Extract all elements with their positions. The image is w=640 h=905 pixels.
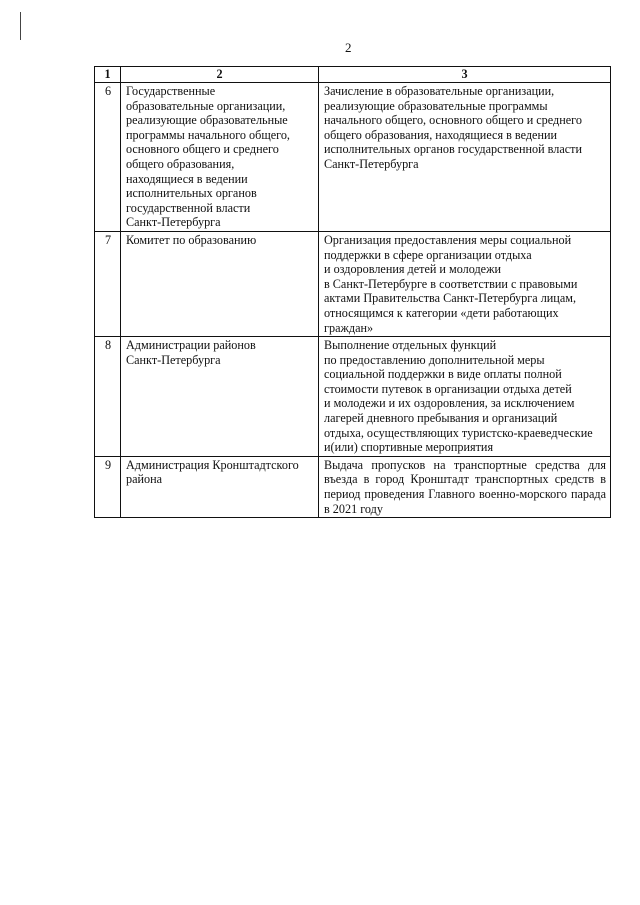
text-line: актами Правительства Санкт-Петербурга лицам, bbox=[324, 291, 576, 306]
text-line: Администрация Кронштадтского bbox=[126, 457, 299, 472]
page-number: 2 bbox=[345, 40, 352, 55]
document-table bbox=[94, 66, 611, 518]
text-line: программы начального общего, bbox=[126, 127, 290, 142]
text-line: в Санкт-Петербурге в соответствии с правовыми bbox=[324, 276, 578, 291]
text-line: Организация предоставления меры социальной bbox=[324, 232, 572, 247]
text-line: образовательные организации, bbox=[126, 98, 286, 113]
text-line: по предоставлению дополнительной меры bbox=[324, 352, 545, 367]
row-number: 6 bbox=[95, 83, 121, 232]
organization-cell bbox=[121, 337, 319, 457]
table-row bbox=[95, 337, 611, 457]
organization-cell bbox=[121, 231, 319, 336]
text-line: основного общего и среднего bbox=[126, 142, 279, 157]
organization-cell bbox=[121, 456, 319, 517]
text-line: Государственные bbox=[126, 84, 216, 98]
text-line: относящимся к категории «дети работающих bbox=[324, 305, 559, 320]
text-line: граждан» bbox=[324, 320, 374, 335]
text-line: и(или) спортивные мероприятия bbox=[324, 440, 494, 455]
text-line: реализующие образовательные bbox=[126, 113, 288, 128]
text-line: Зачисление в образовательные организации, bbox=[324, 84, 555, 98]
text-line: Комитет по образованию bbox=[126, 232, 257, 247]
text-line: общего образования, находящиеся в ведении bbox=[324, 127, 558, 142]
function-cell bbox=[319, 83, 611, 232]
column-header: 3 bbox=[319, 67, 611, 83]
text-line: государственной власти bbox=[126, 200, 251, 215]
row-number: 7 bbox=[95, 231, 121, 336]
column-header: 1 bbox=[95, 67, 121, 83]
text-line: исполнительных органов bbox=[126, 186, 257, 201]
text-line: находящиеся в ведении bbox=[126, 171, 248, 186]
text-line: Санкт-Петербурга bbox=[324, 156, 419, 171]
text-line: Санкт-Петербурга bbox=[126, 215, 221, 230]
text-line: Санкт-Петербурга bbox=[126, 352, 221, 367]
text-line: Администрации районов bbox=[126, 338, 256, 353]
text-line: начального общего, основного общего и среднего bbox=[324, 113, 582, 128]
table-row bbox=[95, 231, 611, 336]
text-line: и молодежи и их оздоровления, за исключением bbox=[324, 396, 575, 411]
text-line: Выполнение отдельных функций bbox=[324, 338, 497, 353]
table-header-row bbox=[95, 67, 611, 83]
text-line: и оздоровления детей и молодежи bbox=[324, 262, 502, 277]
column-header: 2 bbox=[121, 67, 319, 83]
text-line: поддержки в сфере организации отдыха bbox=[324, 247, 532, 262]
text-line: реализующие образовательные программы bbox=[324, 98, 548, 113]
function-cell bbox=[319, 337, 611, 457]
function-cell: Выдача пропусков на транспортные средства для въезда в город Кронштадт транспортных средств в период проведения Главного военно-морского парада в 2021 году bbox=[319, 456, 611, 517]
text-line: общего образования, bbox=[126, 156, 235, 171]
function-cell bbox=[319, 231, 611, 336]
table-row bbox=[95, 83, 611, 232]
text-line: исполнительных органов государственной власти bbox=[324, 142, 583, 157]
organization-cell bbox=[121, 83, 319, 232]
text-line: социальной поддержки в виде оплаты полной bbox=[324, 367, 562, 382]
text-line: района bbox=[126, 472, 163, 487]
text-line: отдыха, осуществляющих туристско-краеведческие bbox=[324, 425, 593, 440]
row-number: 9 bbox=[95, 456, 121, 517]
left-margin-mark bbox=[20, 12, 21, 40]
table-row bbox=[95, 456, 611, 517]
text-line: лагерей дневного пребывания и организаций bbox=[324, 411, 558, 426]
row-number: 8 bbox=[95, 337, 121, 457]
text-line: стоимости путевок в организации отдыха детей bbox=[324, 381, 572, 396]
